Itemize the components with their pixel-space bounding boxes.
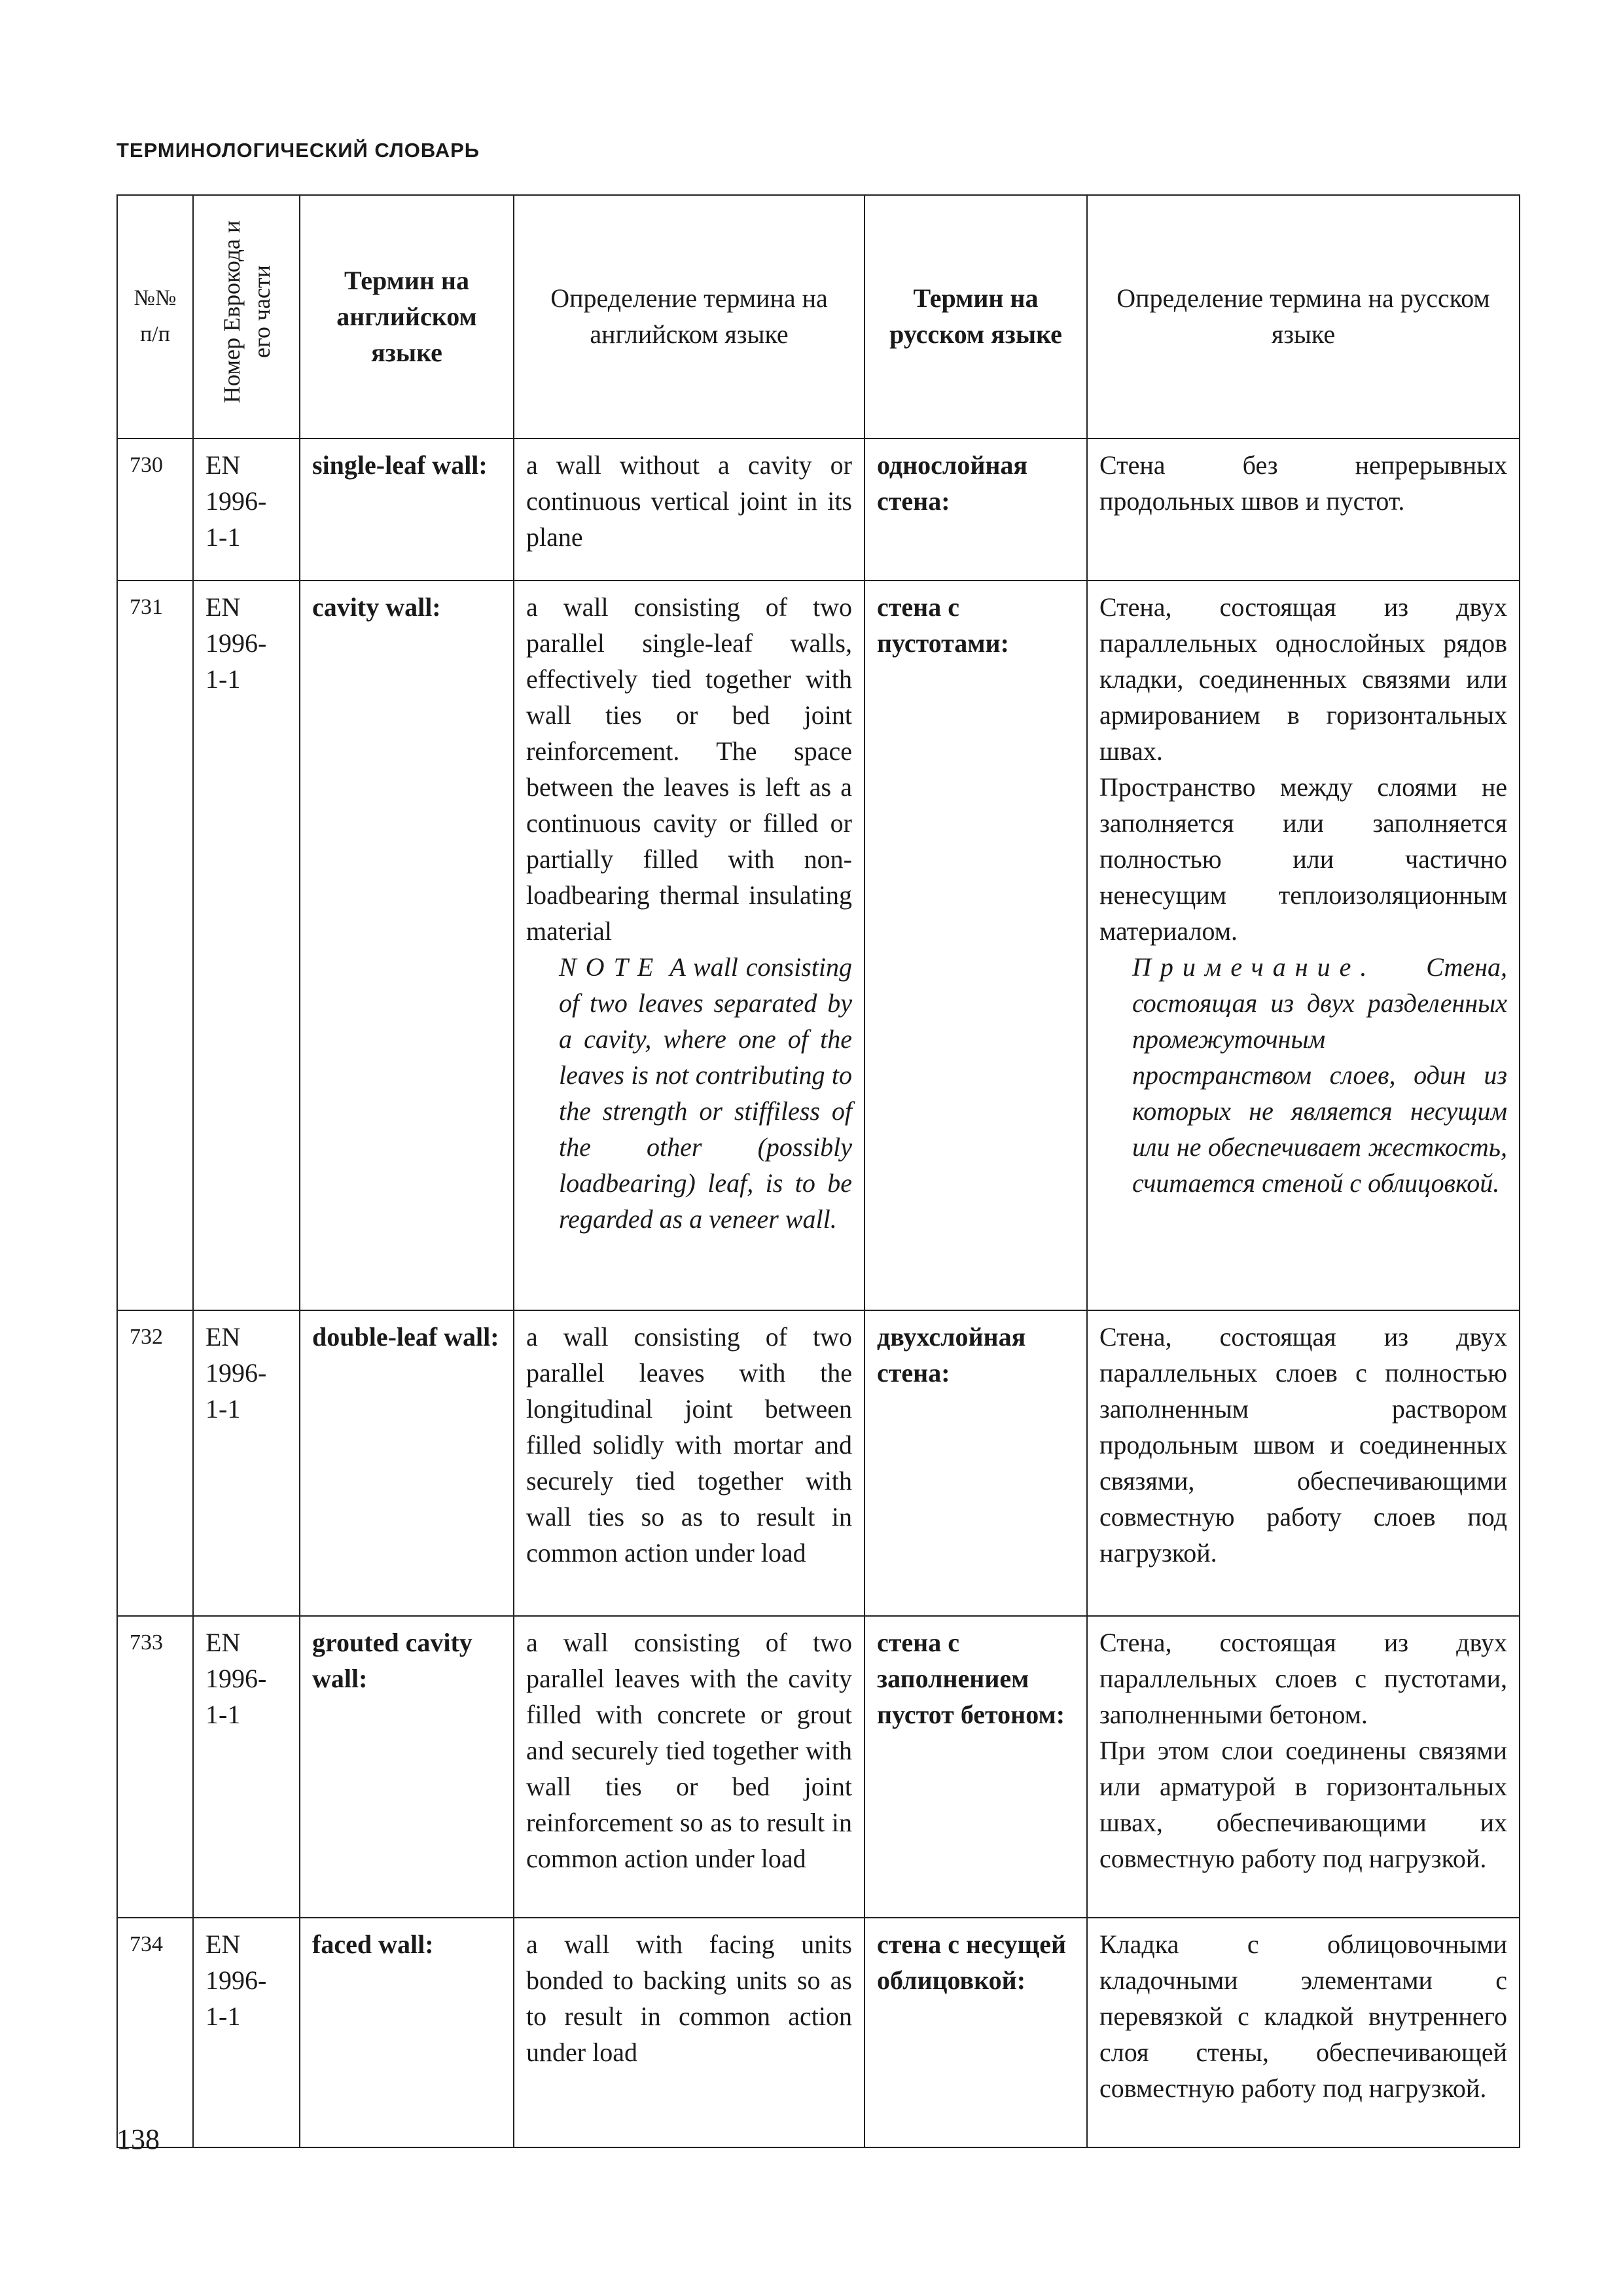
definition-en: a wall with facing units bonded to backing units so as to result in common action under load	[514, 1918, 865, 2147]
table-row	[117, 439, 1520, 581]
term-en: double-leaf wall:	[300, 1310, 514, 1616]
definition-ru-text: Пространство между слоями не заполняется или заполняется полностью или частично ненесущим теплоизоляционным материалом.	[1099, 772, 1507, 946]
note-ru-text: Стена, состоящая из двух разделенных промежуточным пространством слоев, один из которых не является несущим или не обеспечивает жесткость, считается стеной с облицовкой.	[1132, 952, 1507, 1198]
definition-ru	[1087, 581, 1520, 1310]
definition-ru-text: При этом слои соединены связями или арматурой в горизонтальных швах, обеспечивающими их совместную работу под нагрузкой.	[1099, 1736, 1507, 1873]
note-en	[526, 949, 852, 1237]
term-ru: стена с заполнением пустот бетоном:	[865, 1616, 1087, 1918]
eurocode-cell	[193, 1310, 300, 1616]
term-ru: однослойная стена:	[865, 439, 1087, 581]
row-number: 731	[117, 581, 193, 1310]
eurocode-line: 1996-	[205, 1664, 267, 1693]
eurocode-line: EN	[205, 1929, 241, 1959]
row-number: 733	[117, 1616, 193, 1918]
eurocode-line: 1-1	[205, 1700, 241, 1729]
definition-ru-text: Стена, состоящая из двух параллельных однослойных рядов кладки, соединенных связями или армированием в горизонтальных швах.	[1099, 592, 1507, 766]
term-ru: стена с пустотами:	[865, 581, 1087, 1310]
eurocode-line: 1996-	[205, 1965, 267, 1995]
note-en-text: A wall consisting of two leaves separated by a cavity, where one of the leaves is not contributing to the strength or stiffiless of the other (possibly loadbearing) leaf, is to be regarded as a veneer wall.	[559, 952, 852, 1234]
col-header-term-ru: Термин на русском языке	[865, 195, 1087, 439]
col-header-def-en: Определение термина на английском языке	[514, 195, 865, 439]
eurocode-cell	[193, 1918, 300, 2147]
note-ru	[1099, 949, 1507, 1201]
page-number: 138	[116, 2123, 160, 2155]
term-ru: стена с несущей облицовкой:	[865, 1918, 1087, 2147]
definition-ru	[1087, 1616, 1520, 1918]
col-header-term-en: Термин на английском языке	[300, 195, 514, 439]
col-header-def-ru: Определение термина на русском языке	[1087, 195, 1520, 439]
eurocode-cell	[193, 439, 300, 581]
col-header-eurocode	[193, 195, 300, 439]
row-number: 732	[117, 1310, 193, 1616]
eurocode-line: EN	[205, 450, 241, 480]
eurocode-line: 1996-	[205, 1358, 267, 1388]
table-row	[117, 1918, 1520, 2147]
eurocode-line: EN	[205, 1628, 241, 1657]
eurocode-cell	[193, 581, 300, 1310]
glossary-table	[116, 194, 1520, 2148]
definition-en: a wall consisting of two parallel leaves with the cavity filled with concrete or grout and securely tied together with wall ties or bed joint reinforcement so as to result in common action under load	[514, 1616, 865, 1918]
term-en: single-leaf wall:	[300, 439, 514, 581]
eurocode-line: 1-1	[205, 2001, 241, 2031]
definition-ru: Кладка с облицовочными кладочными элементами с перевязкой с кладкой внутреннего слоя стены, обеспечивающей совместную работу под нагрузкой.	[1087, 1918, 1520, 2147]
table-row	[117, 1616, 1520, 1918]
table-row	[117, 1310, 1520, 1616]
col-header-num: №№ п/п	[117, 195, 193, 439]
term-en: faced wall:	[300, 1918, 514, 2147]
definition-ru: Стена, состоящая из двух параллельных слоев с полностью заполненным раствором продольным швом и соединенных связями, обеспечивающими совместную работу слоев под нагрузкой.	[1087, 1310, 1520, 1616]
definition-ru-text: Стена, состоящая из двух параллельных слоев с пустотами, заполненными бетоном.	[1099, 1628, 1507, 1729]
note-en-label: NOTE	[559, 952, 663, 982]
eurocode-line: 1-1	[205, 1394, 241, 1424]
term-ru: двухслойная стена:	[865, 1310, 1087, 1616]
eurocode-line: 1-1	[205, 664, 241, 694]
definition-en-text: a wall consisting of two parallel single-leaf walls, effectively tied together with wall ties or bed joint reinforcement. The space between the leaves is left as a continuous cavity or filled or partially filled with non-loadbearing thermal insulating material	[526, 592, 852, 946]
eurocode-line: 1996-	[205, 486, 267, 516]
running-title: ТЕРМИНОЛОГИЧЕСКИЙ СЛОВАРЬ	[116, 139, 480, 162]
row-number: 734	[117, 1918, 193, 2147]
eurocode-line: 1-1	[205, 522, 241, 552]
definition-en: a wall without a cavity or continuous vertical joint in its plane	[514, 439, 865, 581]
table-row	[117, 581, 1520, 1310]
eurocode-cell	[193, 1616, 300, 1918]
eurocode-line: EN	[205, 1322, 241, 1352]
col-header-eurocode-text: Номер Еврокода и его части	[218, 220, 275, 403]
table-header-row	[117, 195, 1520, 439]
eurocode-line: EN	[205, 592, 241, 622]
note-ru-label: Примечание.	[1132, 952, 1376, 982]
term-en: cavity wall:	[300, 581, 514, 1310]
definition-ru: Стена без непрерывных продольных швов и пустот.	[1087, 439, 1520, 581]
definition-en	[514, 581, 865, 1310]
row-number: 730	[117, 439, 193, 581]
eurocode-line: 1996-	[205, 628, 267, 658]
term-en: grouted cavity wall:	[300, 1616, 514, 1918]
definition-en: a wall consisting of two parallel leaves with the longitudinal joint between filled solidly with mortar and securely tied together with wall ties so as to result in common action under load	[514, 1310, 865, 1616]
